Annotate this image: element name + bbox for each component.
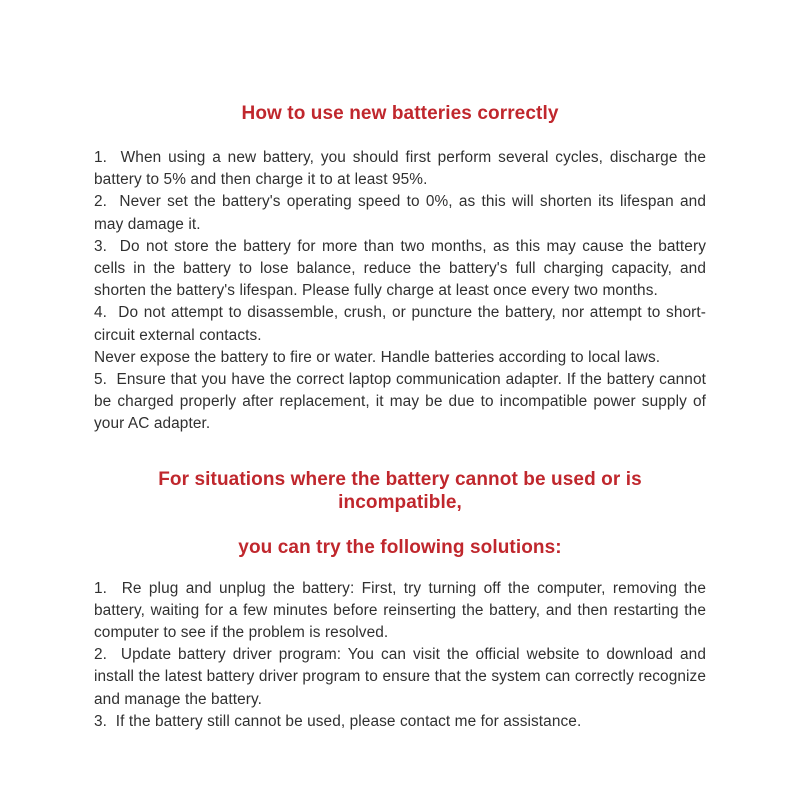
usage-item-5: 5. Ensure that you have the correct laptop communication adapter. If the battery cannot be charged properly after replacement, it may be due to incompatible power supply of your AC adapter. [94, 371, 706, 433]
troubleshooting-solutions-list [94, 578, 706, 733]
troubleshooting-section-title-line2: you can try the following solutions: [238, 536, 562, 558]
usage-item-2: 2. Never set the battery's operating speed to 0%, as this will shorten its lifespan and may damage it. [94, 193, 706, 233]
usage-item-1: 1. When using a new battery, you should first perform several cycles, discharge the battery to 5% and then charge it to at least 95%. [94, 149, 706, 189]
usage-item-3: 3. Do not store the battery for more than two months, as this may cause the battery cells in the battery to lose balance, reduce the battery's full charging capacity, and shorten the battery's lifespan. Please fully charge at least once every two months. [94, 237, 706, 300]
solution-item-3: 3. If the battery still cannot be used, please contact me for assistance. [94, 712, 582, 730]
solution-item-2: 2. Update battery driver program: You can visit the official website to download and install the latest battery driver program to ensure that the system can correctly recognize and manage the battery. [94, 646, 706, 708]
usage-item-4: 4. Do not attempt to disassemble, crush, or puncture the battery, nor attempt to short-circuit external contacts. [94, 304, 706, 344]
usage-instructions-list [94, 147, 706, 436]
usage-section-title: How to use new batteries correctly [241, 103, 559, 124]
solution-item-1: 1. Re plug and unplug the battery: First, try turning off the computer, removing the battery, waiting for a few minutes before reinserting the battery, and then restarting the computer to see if the problem is resolved. [94, 579, 706, 642]
usage-note-fire-water: Never expose the battery to fire or water. Handle batteries according to local laws. [94, 348, 661, 366]
document-content [94, 0, 706, 733]
troubleshooting-section-title-line1: For situations where the battery cannot be used or is incompatible, [158, 468, 642, 513]
